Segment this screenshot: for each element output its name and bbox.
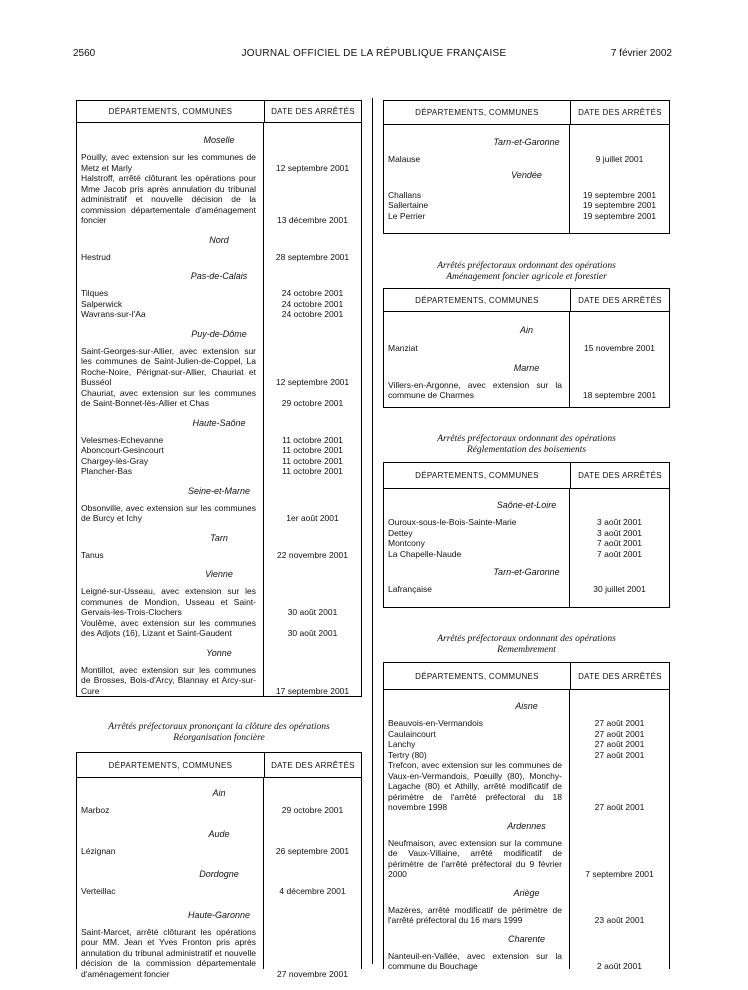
arrete-date: 3 août 2001: [597, 527, 642, 538]
col-header-dates: DATE DES ARRÊTÉS: [578, 471, 662, 480]
table-body: [77, 778, 361, 979]
department-heading: Haute-Saône: [192, 417, 246, 428]
table-row: [77, 886, 361, 897]
section-title-line: Arrêtés préfectoraux ordonnant des opérations: [437, 634, 616, 644]
department-heading: Seine-et-Marne: [187, 485, 251, 496]
arrete-date: 30 août 2001: [287, 607, 338, 617]
section-subtitle: Réglementation des boisements: [466, 445, 587, 455]
table-row: [77, 456, 361, 467]
department-heading: Dordogne: [199, 869, 239, 879]
arrete-date: 27 août 2001: [594, 749, 645, 760]
table-row: [384, 211, 669, 222]
arrete-date: 27 août 2001: [594, 739, 645, 749]
commune-name: Ouroux-sous-le-Bois-Sainte-Marie: [388, 517, 517, 527]
table-row: [77, 550, 361, 561]
commune-name: Manziat: [388, 343, 418, 353]
arrete-date: 11 octobre 2001: [282, 455, 343, 466]
arrete-date: 11 octobre 2001: [282, 466, 343, 476]
arrete-date: 27 novembre 2001: [277, 968, 348, 979]
section-title-amenagement: [383, 261, 670, 283]
table-row: [77, 252, 361, 263]
table-cloture-operations: [76, 100, 362, 697]
table-row: [384, 528, 669, 539]
table-row: [77, 618, 361, 639]
arrete-date: 30 juillet 2001: [593, 584, 646, 594]
arrete-date: 11 octobre 2001: [282, 445, 343, 455]
arrete-date: 7 août 2001: [597, 548, 642, 559]
commune-name: Beauvois-en-Vermandois: [388, 718, 483, 728]
table-header: [384, 663, 669, 690]
commune-name: Plancher-Bas: [81, 466, 133, 476]
department-heading: Haute-Garonne: [187, 909, 251, 920]
table-header: [384, 101, 669, 125]
commune-name: Dettey: [388, 527, 413, 538]
commune-name: Wavrans-sur-l'Aa: [81, 309, 146, 319]
commune-name: Saint-Georges-sur-Allier, avec extension sur les communes de Saint-Julien-de-Coppel, La Roche-Noire, Pérignat-sur-Allier, Chauriat et Busséol: [81, 345, 256, 387]
table-body: [384, 489, 669, 607]
section-title-line: Arrêtés préfectoraux prononçant la clôture des opérations: [108, 722, 330, 732]
department-heading: Pas-de-Calais: [190, 271, 248, 281]
col-header-dates: DATE DES ARRÊTÉS: [271, 107, 355, 116]
table-row: [77, 846, 361, 857]
department-heading: Ardennes: [507, 820, 546, 831]
table-row: [384, 190, 669, 201]
arrete-date: 24 octobre 2001: [281, 309, 344, 319]
table-row: [384, 838, 669, 880]
commune-name: Hestrud: [81, 251, 111, 262]
table-header: [77, 101, 361, 123]
arrete-date: 1er août 2001: [286, 513, 339, 523]
table-body: [384, 312, 669, 407]
commune-name: Montcony: [388, 538, 425, 548]
table-row: [384, 905, 669, 926]
table-row: [384, 729, 669, 740]
department-heading: Aisne: [515, 701, 538, 711]
table-body: [384, 690, 669, 969]
table-row: [384, 760, 669, 813]
commune-name: Velesmes-Echevanne: [81, 434, 164, 445]
col-header-communes: DÉPARTEMENTS, COMMUNES: [77, 753, 265, 777]
table-row: [77, 466, 361, 477]
arrete-date: 24 octobre 2001: [281, 298, 344, 309]
table-row: [77, 503, 361, 524]
table-row: [77, 586, 361, 618]
commune-name: Sallertaine: [388, 200, 429, 210]
commune-name: Montillot, avec extension sur les communes de Brosses, Bois-d'Arcy, Blannay et Arcy-sur-Cure: [81, 664, 256, 696]
department-heading: Vendée: [511, 169, 542, 180]
section-title-boisements: [383, 434, 670, 456]
arrete-date: 29 octobre 2001: [281, 805, 344, 815]
table-remembrement: [383, 662, 670, 969]
table-row: [384, 517, 669, 528]
commune-name: Pouilly, avec extension sur les communes de Metz et Marly: [81, 152, 256, 173]
commune-name: Marboz: [81, 805, 110, 815]
section-title-cloture: [76, 722, 362, 744]
table-row: [77, 309, 361, 320]
commune-name: Tanus: [81, 549, 104, 560]
arrete-date: 18 septembre 2001: [582, 390, 657, 400]
arrete-date: 3 août 2001: [597, 517, 642, 527]
commune-name: Salperwick: [81, 298, 123, 309]
commune-name: Mazères, arrêté modificatif de périmètre de l'arrêté préfectoral du 16 mars 1999: [388, 904, 562, 925]
arrete-date: 15 novembre 2001: [584, 343, 655, 353]
commune-name: Neufmaison, avec extension sur la commune de Vaux-Villaine, arrêté modificatif de périmètre de l'arrêté préfectoral du 9 février 2000: [388, 837, 562, 879]
arrete-date: 30 août 2001: [287, 628, 338, 638]
arrete-date: 29 octobre 2001: [281, 398, 344, 408]
col-header-dates: DATE DES ARRÊTÉS: [578, 108, 662, 117]
table-row: [77, 435, 361, 446]
department-heading: Aude: [208, 828, 230, 839]
col-header-dates: DATE DES ARRÊTÉS: [271, 760, 355, 770]
arrete-date: 19 septembre 2001: [582, 200, 657, 210]
commune-name: Chauriat, avec extension sur les communes de Saint-Bonnet-lès-Allier et Chas: [81, 387, 256, 408]
commune-name: La Chapelle-Naude: [388, 548, 462, 559]
arrete-date: 19 septembre 2001: [582, 189, 657, 200]
department-heading: Ariège: [513, 887, 540, 898]
table-header: [77, 753, 361, 778]
page-number: 2560: [73, 48, 96, 59]
arrete-date: 7 septembre 2001: [585, 869, 654, 879]
department-heading: Tarn: [210, 532, 228, 543]
arrete-date: 19 septembre 2001: [582, 210, 657, 221]
section-subtitle: Remembrement: [497, 645, 556, 655]
commune-name: Saint-Marcet, arrêté clôturant les opérations pour MM. Jean et Yves Fronton pris après annulation du tribunal administratif et nouvelle décision de la commission départementale d'aménagement foncier: [81, 926, 256, 979]
commune-name: Challans: [388, 189, 422, 200]
arrete-date: 12 septembre 2001: [275, 162, 350, 173]
col-header-communes: DÉPARTEMENTS, COMMUNES: [384, 289, 571, 311]
commune-name: Malause: [388, 154, 421, 164]
commune-name: Tertry (80): [388, 749, 427, 760]
commune-name: Nanteuil-en-Vallée, avec extension sur la commune du Bouchage: [388, 950, 562, 971]
arrete-date: 23 août 2001: [594, 915, 645, 925]
arrete-date: 9 juillet 2001: [595, 154, 644, 164]
department-heading: Saône-et-Loire: [496, 500, 557, 510]
col-header-communes: DÉPARTEMENTS, COMMUNES: [384, 663, 571, 689]
department-heading: Tarn-et-Garonne: [493, 137, 560, 147]
section-title-remembrement: [383, 634, 670, 656]
table-row: [77, 665, 361, 697]
col-header-communes: DÉPARTEMENTS, COMMUNES: [384, 101, 571, 124]
department-heading: Yonne: [206, 647, 232, 658]
table-row: [77, 299, 361, 310]
commune-name: Chargey-lès-Gray: [81, 455, 149, 466]
issue-date: 7 février 2002: [610, 48, 672, 59]
section-subtitle: Aménagement foncier agricole et forestier: [446, 272, 607, 282]
department-heading: Vienne: [205, 569, 233, 579]
department-heading: Moselle: [203, 135, 235, 145]
arrete-date: 24 octobre 2001: [281, 288, 344, 298]
col-header-communes: DÉPARTEMENTS, COMMUNES: [77, 101, 265, 122]
table-row: [77, 388, 361, 409]
department-heading: Charente: [507, 933, 546, 944]
arrete-date: 17 septembre 2001: [275, 685, 350, 696]
commune-name: Lanchy: [388, 739, 416, 749]
commune-name: Trefcon, avec extension sur les communes de Vaux-en-Vermandois, Pœuilly (80), Monchy-Lagache (80) et Athilly, arrêté modificatif de périmètre de l'arrêté préfectoral du 18 novembre 1998: [388, 760, 562, 812]
arrete-date: 26 septembre 2001: [275, 845, 350, 856]
table-row: [384, 538, 669, 549]
table-row: [77, 173, 361, 226]
section-subtitle: Réorganisation foncière: [173, 733, 265, 743]
arrete-date: 13 décembre 2001: [277, 215, 348, 225]
commune-name: Lézignan: [81, 845, 116, 856]
department-heading: Nord: [209, 234, 229, 245]
arrete-date: 4 décembre 2001: [279, 886, 346, 896]
table-row: [77, 152, 361, 173]
journal-title: JOURNAL OFFICIEL DE LA RÉPUBLIQUE FRANÇAISE: [241, 48, 507, 59]
arrete-date: 7 août 2001: [597, 538, 642, 548]
commune-name: Verteillac: [81, 886, 116, 896]
table-header: [384, 289, 669, 312]
col-header-communes: DÉPARTEMENTS, COMMUNES: [384, 463, 571, 488]
table-row: [77, 445, 361, 456]
table-row: [384, 951, 669, 972]
table-row: [77, 346, 361, 388]
arrete-date: 27 août 2001: [594, 802, 645, 812]
table-row: [384, 200, 669, 211]
table-reglementation-boisements: [383, 462, 670, 608]
table-row: [384, 154, 669, 165]
table-header: [384, 463, 669, 489]
table-row: [384, 380, 669, 401]
arrete-date: 2 août 2001: [597, 961, 642, 971]
col-header-dates: DATE DES ARRÊTÉS: [578, 671, 662, 681]
section-title-line: Arrêtés préfectoraux ordonnant des opérations: [437, 434, 616, 444]
table-row: [77, 288, 361, 299]
arrete-date: 27 août 2001: [594, 728, 645, 739]
table-row: [384, 739, 669, 750]
commune-name: Leigné-sur-Usseau, avec extension sur les communes de Mondion, Usseau et Saint-Gervais-les-Trois-Clochers: [81, 586, 256, 617]
table-row: [384, 343, 669, 354]
commune-name: Halstroff, arrêté clôturant les opérations pour Mme Jacob pris après annulation du tribunal administratif et nouvelle décision de la commission départementale d'aménagement foncier: [81, 173, 256, 225]
table-tarn-et-garonne-vendee: [383, 100, 670, 234]
table-row: [384, 549, 669, 560]
table-row: [384, 584, 669, 595]
arrete-date: 28 septembre 2001: [275, 251, 350, 262]
arrete-date: 12 septembre 2001: [275, 377, 350, 387]
arrete-date: 27 août 2001: [594, 718, 645, 728]
commune-name: Villers-en-Argonne, avec extension sur la commune de Charmes: [388, 379, 562, 400]
department-heading: Ain: [212, 788, 226, 798]
column-rule: [372, 98, 373, 964]
department-heading: Marne: [513, 362, 540, 373]
department-heading: Tarn-et-Garonne: [493, 567, 560, 577]
department-heading: Puy-de-Dôme: [191, 328, 247, 339]
commune-name: Voulême, avec extension sur les communes des Adjots (16), Lizant et Saint-Gaudent: [81, 617, 256, 638]
section-title-line: Arrêtés préfectoraux ordonnant des opérations: [437, 261, 616, 271]
commune-name: Obsonville, avec extension sur les communes de Burcy et Ichy: [81, 502, 256, 523]
arrete-date: 22 novembre 2001: [277, 549, 348, 560]
table-row: [384, 750, 669, 761]
table-row: [384, 718, 669, 729]
arrete-date: 11 octobre 2001: [282, 434, 343, 445]
table-row: [77, 805, 361, 816]
department-heading: Ain: [519, 325, 533, 335]
table-body: [77, 123, 361, 696]
table-amenagement-foncier: [383, 288, 670, 408]
commune-name: Caulaincourt: [388, 728, 436, 739]
commune-name: Tilques: [81, 288, 109, 298]
table-reorganisation-fonciere: [76, 752, 362, 979]
table-row: [77, 927, 361, 980]
commune-name: Aboncourt-Gesincourt: [81, 445, 164, 455]
table-body: [384, 125, 669, 233]
commune-name: Lafrançaise: [388, 584, 432, 594]
commune-name: Le Perrier: [388, 210, 426, 221]
col-header-dates: DATE DES ARRÊTÉS: [578, 295, 662, 305]
